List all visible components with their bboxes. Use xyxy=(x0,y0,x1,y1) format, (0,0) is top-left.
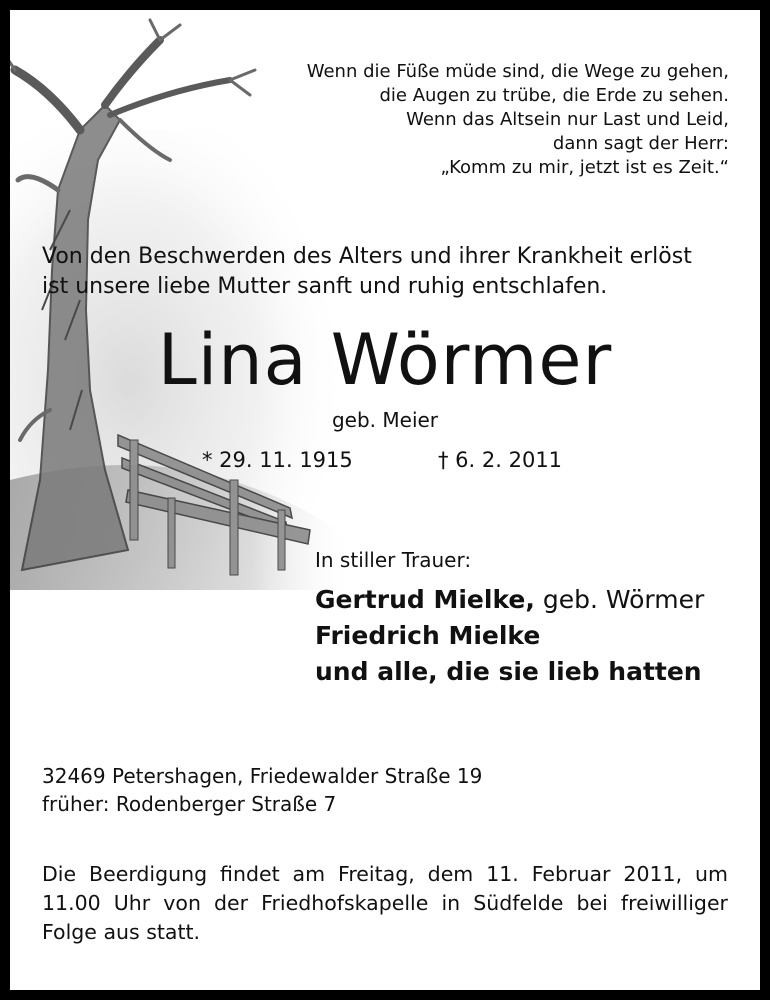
mourner-1 xyxy=(315,582,704,618)
intro-line: ist unsere liebe Mutter sanft und ruhig entschlafen. xyxy=(42,274,608,299)
address-line: früher: Rodenberger Straße 7 xyxy=(42,792,337,816)
poem-line: dann sagt der Herr: xyxy=(552,133,729,154)
mourning-label: In stiller Trauer: xyxy=(315,548,472,572)
birth-name: geb. Meier xyxy=(331,408,439,432)
poem-line: Wenn die Füße müde sind, die Wege zu gehen, xyxy=(306,61,729,82)
mourners-others: und alle, die sie lieb hatten xyxy=(315,657,702,686)
mourner-1-birth-name: geb. Wörmer xyxy=(534,585,705,614)
mourner-1-name: Gertrud Mielke, xyxy=(315,585,535,614)
poem-line: die Augen zu trübe, die Erde zu sehen. xyxy=(379,85,729,106)
mourner-2: Friedrich Mielke xyxy=(315,621,541,650)
intro-line: Von den Beschwerden des Alters und ihrer Krankheit erlöst xyxy=(42,244,692,269)
death-date: † 6. 2. 2011 xyxy=(438,448,563,472)
birth-date: * 29. 11. 1915 xyxy=(202,448,353,472)
poem-line: „Komm zu mir, jetzt ist es Zeit.“ xyxy=(440,157,729,178)
funeral-details: Die Beerdigung findet am Freitag, dem 11. Februar 2011, um 11.00 Uhr von der Friedhofskapelle in Südfelde bei freiwilliger Folge aus statt. xyxy=(42,862,728,944)
deceased-name: Lina Wörmer xyxy=(157,319,613,401)
intro-text xyxy=(42,242,742,302)
address xyxy=(42,762,482,818)
address-line: 32469 Petershagen, Friedewalder Straße 19 xyxy=(42,764,483,788)
poem-line: Wenn das Altsein nur Last und Leid, xyxy=(406,109,729,130)
poem xyxy=(209,60,729,180)
mourners-list xyxy=(315,582,704,690)
